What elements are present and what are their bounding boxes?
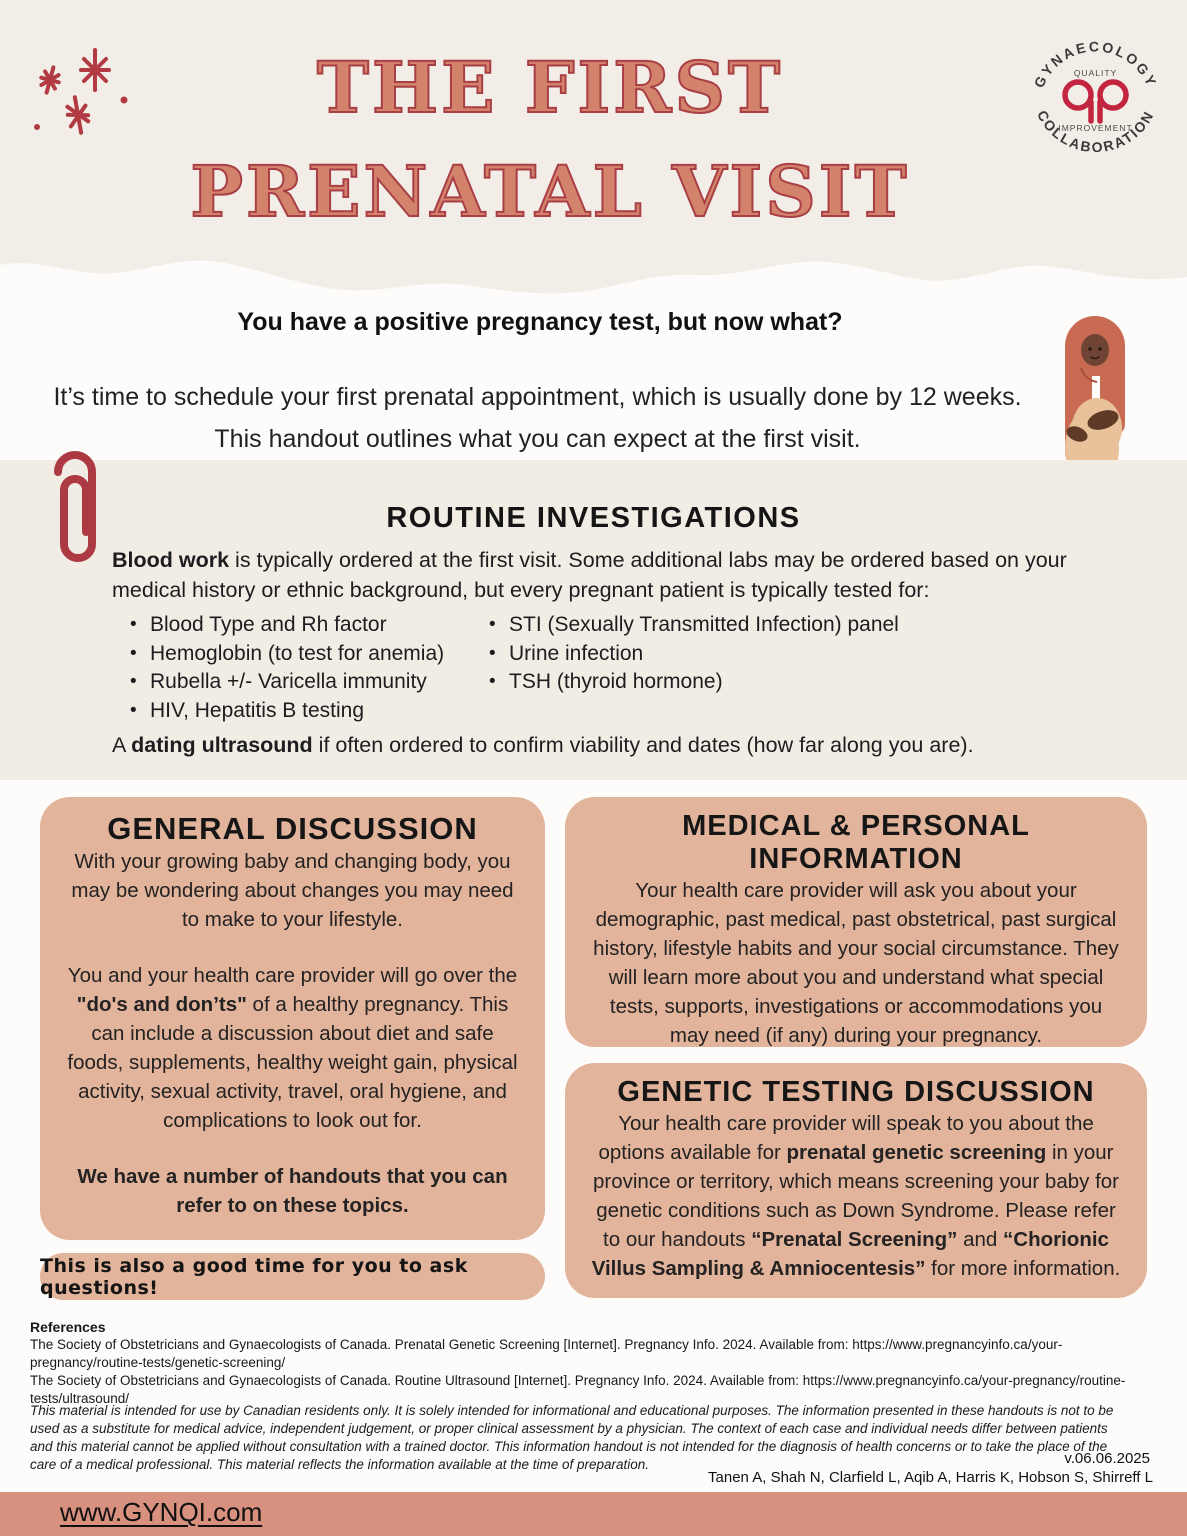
footer-bar bbox=[0, 1492, 1187, 1536]
routine-investigations-section bbox=[0, 460, 1187, 780]
genetic-pre: Your health care provider will speak to you about the options available for bbox=[598, 1112, 1094, 1164]
bullet-text: STI (Sexually Transmitted Infection) panel bbox=[509, 613, 899, 636]
gynaecology-quality-improvement-collaboration-logo bbox=[1018, 18, 1173, 178]
ultrasound-paragraph bbox=[112, 733, 1112, 758]
general-p2-rest: of a healthy pregnancy. This can include a discussion about diet and safe foods, supplements, healthy weight gain, physical activity, sexual activity, travel, oral hygiene, and complications to look out for. bbox=[67, 993, 518, 1132]
genetic-mid-2: and bbox=[957, 1228, 1004, 1251]
intro-line-2: This handout outlines what you can expect at the first visit. bbox=[214, 425, 861, 453]
logo-improvement-text: IMPROVEMENT bbox=[1058, 123, 1133, 133]
svg-text:GYNAECOLOGY bbox=[1031, 38, 1161, 90]
general-paragraph-2 bbox=[62, 961, 523, 1135]
page-title bbox=[145, 36, 955, 244]
ask-questions-text: This is also a good time for you to ask questions! bbox=[40, 1254, 468, 1299]
genetic-testing-discussion-box bbox=[565, 1063, 1147, 1298]
bullet-text: Hemoglobin (to test for anemia) bbox=[150, 641, 445, 665]
paperclip-icon bbox=[38, 428, 106, 580]
uterus-ribbon-icon bbox=[1065, 82, 1126, 121]
bullet-text: Rubella +/- Varicella immunity bbox=[150, 670, 427, 694]
genetic-bold-1: prenatal genetic screening bbox=[786, 1141, 1047, 1164]
genetic-bold-3: “Chorionic Villus Sampling & Amniocentesis” bbox=[591, 1228, 1109, 1280]
bloodwork-paragraph bbox=[112, 545, 1072, 605]
ultrasound-pre: A bbox=[112, 733, 132, 757]
general-paragraph-3: We have a number of handouts that you can refer to on these topics. bbox=[77, 1165, 508, 1217]
genetic-end: for more information. bbox=[925, 1257, 1121, 1280]
medical-personal-information-box bbox=[565, 797, 1147, 1047]
bullet-list-right bbox=[487, 611, 899, 697]
list-item bbox=[487, 668, 899, 697]
bullet-text: Blood Type and Rh factor bbox=[150, 613, 387, 636]
list-item bbox=[128, 697, 444, 726]
genetic-testing-body bbox=[589, 1109, 1123, 1283]
general-p2-pre: You and your health care provider will go over the bbox=[67, 964, 518, 987]
reference-item: The Society of Obstetricians and Gynaecologists of Canada. Routine Ultrasound [Internet]. Pregnancy Info. 2024. Available from: https://www.pregnancyinfo.ca/your-pregnancy/routine-tests/ultrasound/ bbox=[30, 1373, 1126, 1406]
intro-line-1: It’s time to schedule your first prenatal appointment, which is usually done by 12 weeks. bbox=[53, 383, 1022, 411]
list-item bbox=[128, 640, 444, 669]
intro-question: You have a positive pregnancy test, but now what? bbox=[237, 308, 843, 336]
bloodwork-rest: is typically ordered at the first visit. Some additional labs may be ordered based on your medical history or ethnic background, but every pregnant patient is typically tested for: bbox=[112, 548, 1067, 602]
bullet-text: TSH (thyroid hormone) bbox=[509, 670, 723, 694]
general-paragraph-1: With your growing baby and changing body, you may be wondering about changes you may need to make to your lifestyle. bbox=[71, 850, 514, 931]
ultrasound-rest: if often ordered to confirm viability and dates (how far along you are). bbox=[312, 733, 974, 757]
torn-paper-edge bbox=[0, 235, 1187, 305]
bullet-list-left bbox=[128, 611, 444, 725]
list-item bbox=[487, 640, 899, 669]
authors-line: Tanen A, Shah N, Clarfield L, Aqib A, Harris K, Hobson S, Shirreff L bbox=[708, 1469, 1153, 1486]
intro-paragraph bbox=[0, 376, 1075, 460]
gynqi-website-link[interactable]: www.GYNQI.com bbox=[60, 1497, 263, 1527]
general-discussion-box bbox=[40, 797, 545, 1240]
bloodwork-bold: Blood work bbox=[112, 548, 230, 572]
logo-arc-bottom-text: COLLABORATION bbox=[1034, 107, 1157, 156]
ultrasound-bold: dating ultrasound bbox=[131, 733, 313, 757]
ask-questions-callout bbox=[40, 1253, 545, 1300]
routine-bullet-lists bbox=[0, 611, 1187, 729]
title-line-2: PRENATAL VISIT bbox=[190, 150, 910, 233]
disclaimer-text: This material is intended for use by Canadian residents only. It is solely intended for informational and educational purposes. The information presented in these handouts is not to be used as a substitute for medical advice, independent judgement, or proper clinical assessment by a physician. The context of each case and individual needs differ between patients and this material cannot be applied without consultation with a trained doctor. This information handout is not intended for the diagnosis of health concerns or to take the place of the care of a medical professional. This material reflects the information available at the time of preparation. bbox=[30, 1403, 1114, 1472]
list-item bbox=[128, 668, 444, 697]
routine-heading: ROUTINE INVESTIGATIONS bbox=[386, 502, 801, 534]
bullet-text: HIV, Hepatitis B testing bbox=[150, 698, 364, 722]
bullet-text: Urine infection bbox=[509, 641, 644, 665]
references-heading: References bbox=[30, 1319, 106, 1335]
title-line-1: THE FIRST bbox=[316, 46, 784, 129]
reference-item: The Society of Obstetricians and Gynaecologists of Canada. Prenatal Genetic Screening [Internet]. Pregnancy Info. 2024. Available from: https://www.pregnancyinfo.ca/your-pregnancy/routine-tests/genetic-screening/ bbox=[30, 1337, 1063, 1370]
logo-quality-text: QUALITY bbox=[1073, 68, 1118, 78]
general-discussion-title: GENERAL DISCUSSION bbox=[107, 811, 478, 846]
genetic-bold-2: “Prenatal Screening” bbox=[751, 1228, 958, 1251]
medical-information-title: MEDICAL & PERSONAL INFORMATION bbox=[682, 810, 1030, 875]
list-item bbox=[487, 611, 899, 640]
version-label: v.06.06.2025 bbox=[1064, 1450, 1150, 1467]
genetic-testing-title: GENETIC TESTING DISCUSSION bbox=[617, 1076, 1095, 1108]
general-p2-bold: "do's and don’ts" bbox=[76, 993, 247, 1016]
logo-arc-top-text: GYNAECOLOGY bbox=[1030, 38, 1161, 91]
references-section bbox=[30, 1318, 1160, 1408]
list-item bbox=[128, 611, 444, 640]
genetic-mid-1: in your province or territory, which means screening your baby for genetic conditions such as Down Syndrome. Please refer to our handouts bbox=[592, 1141, 1119, 1251]
header-banner bbox=[0, 0, 1187, 305]
medical-information-body: Your health care provider will ask you about your demographic, past medical, past obstetrical, past surgical history, lifestyle habits and your social circumstance. They will learn more about you and understand what special tests, supports, investigations or accommodations you may need (if any) during your pregnancy. bbox=[593, 879, 1119, 1047]
